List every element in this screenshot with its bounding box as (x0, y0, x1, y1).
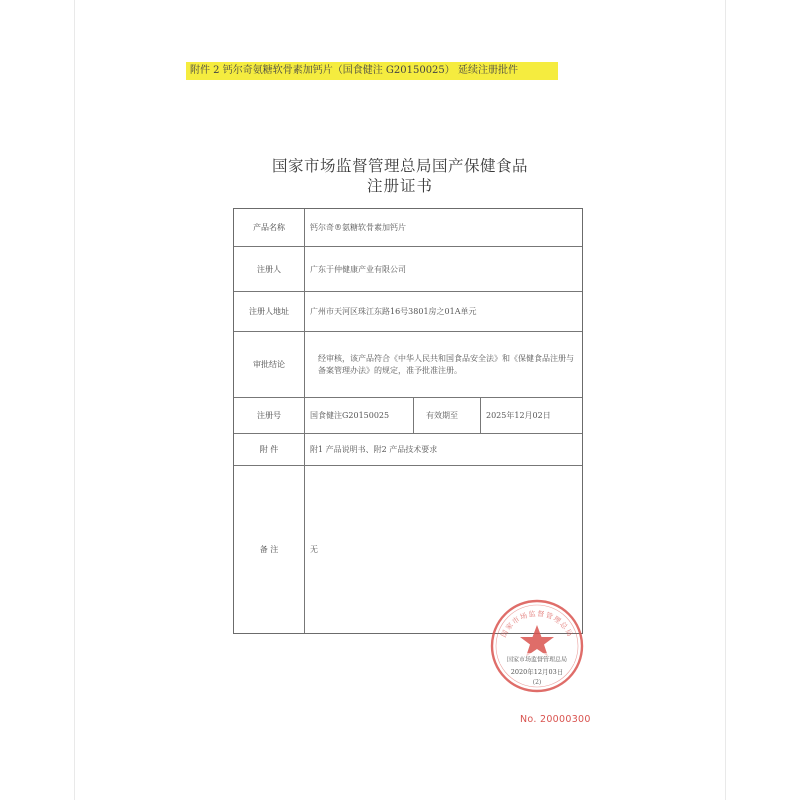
row-registrant-address (234, 292, 582, 332)
value-registrant-address: 广州市天河区珠江东路16号3801房之01A单元 (310, 307, 477, 316)
row-product-name (234, 209, 582, 247)
row-registration-number (234, 398, 582, 434)
row-approval-conclusion (234, 332, 582, 398)
label-registrant: 注册人 (234, 247, 305, 291)
value-product-name: 钙尔奇®氨糖软骨素加钙片 (310, 223, 406, 232)
header-note-text: 附件 2 钙尔奇氨糖软骨素加钙片（国食健注 G20150025） 延续注册批件 (190, 65, 518, 76)
official-seal (489, 598, 585, 694)
seal-note: (2) (532, 679, 542, 686)
seal-date: 2020年12月03日 (510, 668, 564, 676)
value-remarks: 无 (310, 545, 318, 554)
label-registration-number: 注册号 (234, 398, 305, 433)
row-registrant (234, 247, 582, 292)
label-valid-until: 有效期至 (426, 411, 458, 420)
certificate-table (233, 208, 583, 634)
label-attachments: 附 件 (234, 434, 305, 465)
value-registrant: 广东于仲健康产业有限公司 (310, 264, 406, 274)
value-registration-number: 国食健注G20150025 (310, 411, 390, 420)
row-attachments (234, 434, 582, 466)
value-attachments: 附1 产品说明书、附2 产品技术要求 (310, 445, 438, 454)
label-registrant-address: 注册人地址 (234, 292, 305, 331)
seal-star-icon (520, 625, 554, 657)
label-remarks: 备 注 (234, 466, 305, 633)
divider (480, 398, 481, 433)
value-valid-until: 2025年12月02日 (486, 411, 551, 420)
certificate-title: 国家市场监督管理总局国产保健食品 (271, 157, 528, 175)
label-product-name: 产品名称 (234, 209, 305, 246)
header-note (186, 62, 558, 80)
value-approval-conclusion: 经审核，该产品符合《中华人民共和国食品安全法》和《保健食品注册与备案管理办法》的规定，准予批准注册。 (318, 353, 574, 375)
serial-number: No. 20000300 (520, 714, 591, 725)
certificate-subtitle: 注册证书 (366, 177, 433, 195)
seal-outer-text: 国家市场监督管理总局 (499, 609, 575, 639)
label-approval-conclusion: 审批结论 (234, 332, 305, 397)
seal-inner-text: 国家市场监督管理总局 (506, 656, 568, 664)
divider (413, 398, 414, 433)
